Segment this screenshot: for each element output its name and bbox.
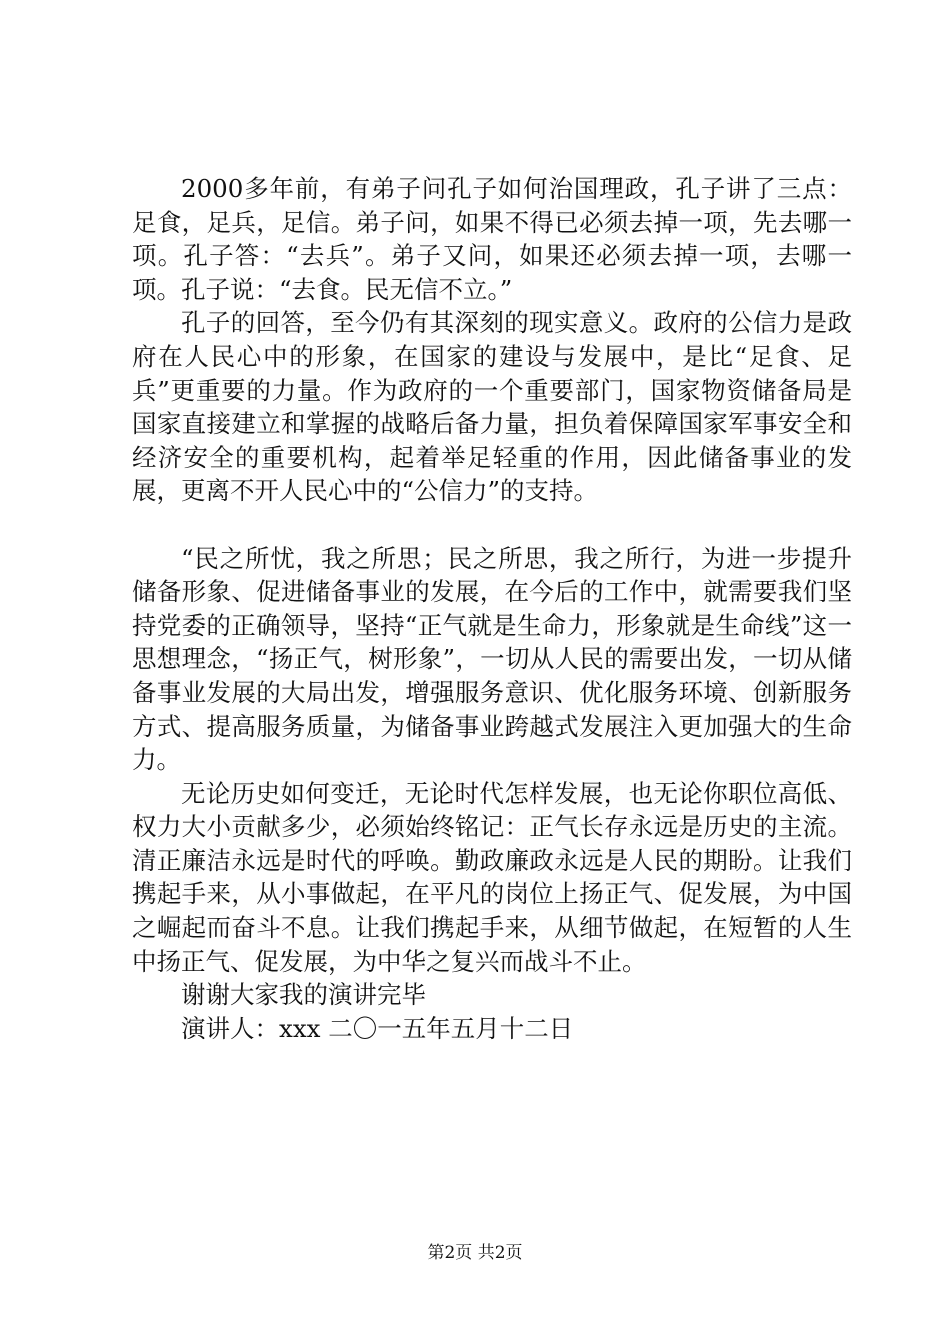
- paragraph-spacer: [132, 508, 852, 542]
- document-body: [132, 172, 852, 1045]
- paragraph-credibility: 孔子的回答，至今仍有其深刻的现实意义。政府的公信力是政府在人民心中的形象，在国家的建设与发展中，是比“足食、足兵”更重要的力量。作为政府的一个重要部门，国家物资储备局是国家直接建立和掌握的战略后备力量，担负着保障国家军事安全和经济安全的重要机构，起着举足轻重的作用，因此储备事业的发展，更离不开人民心中的“公信力”的支持。: [132, 308, 852, 506]
- paragraph-people-concerns: “民之所忧，我之所思；民之所思，我之所行，为进一步提升储备形象、促进储备事业的发展，在今后的工作中，就需要我们坚持党委的正确领导，坚持“正气就是生命力，形象就是生命线”这一思想理念，“扬正气，树形象”，一切从人民的需要出发，一切从储备事业发展的大局出发，增强服务意识、优化服务环境、创新服务方式、提高服务质量，为储备事业跨越式发展注入更加强大的生命力。: [132, 543, 852, 775]
- page-number-footer: 第2页 共2页: [427, 1243, 523, 1263]
- speaker-signature: 演讲人：xxx 二〇一五年五月十二日: [181, 1013, 574, 1043]
- paragraph-call-to-action: 无论历史如何变迁，无论时代怎样发展，也无论你职位高低、权力大小贡献多少，必须始终铭记：正气长存永远是历史的主流。清正廉洁永远是时代的呼唤。勤政廉政永远是人民的期盼。让我们携起手来，从小事做起，在平凡的岗位上扬正气、促发展，为中国之崛起而奋斗不息。让我们携起手来，从细节做起，在短暂的人生中扬正气、促发展，为中华之复兴而战斗不止。: [132, 778, 852, 976]
- paragraph-confucius-story: 2000多年前，有弟子问孔子如何治国理政，孔子讲了三点：足食，足兵，足信。弟子问，如果不得已必须去掉一项，先去哪一项。孔子答：“去兵”。弟子又问，如果还必须去掉一项，去哪一项。孔子说：“去食。民无信不立。”: [132, 174, 852, 304]
- closing-thanks: 谢谢大家我的演讲完毕: [181, 980, 426, 1010]
